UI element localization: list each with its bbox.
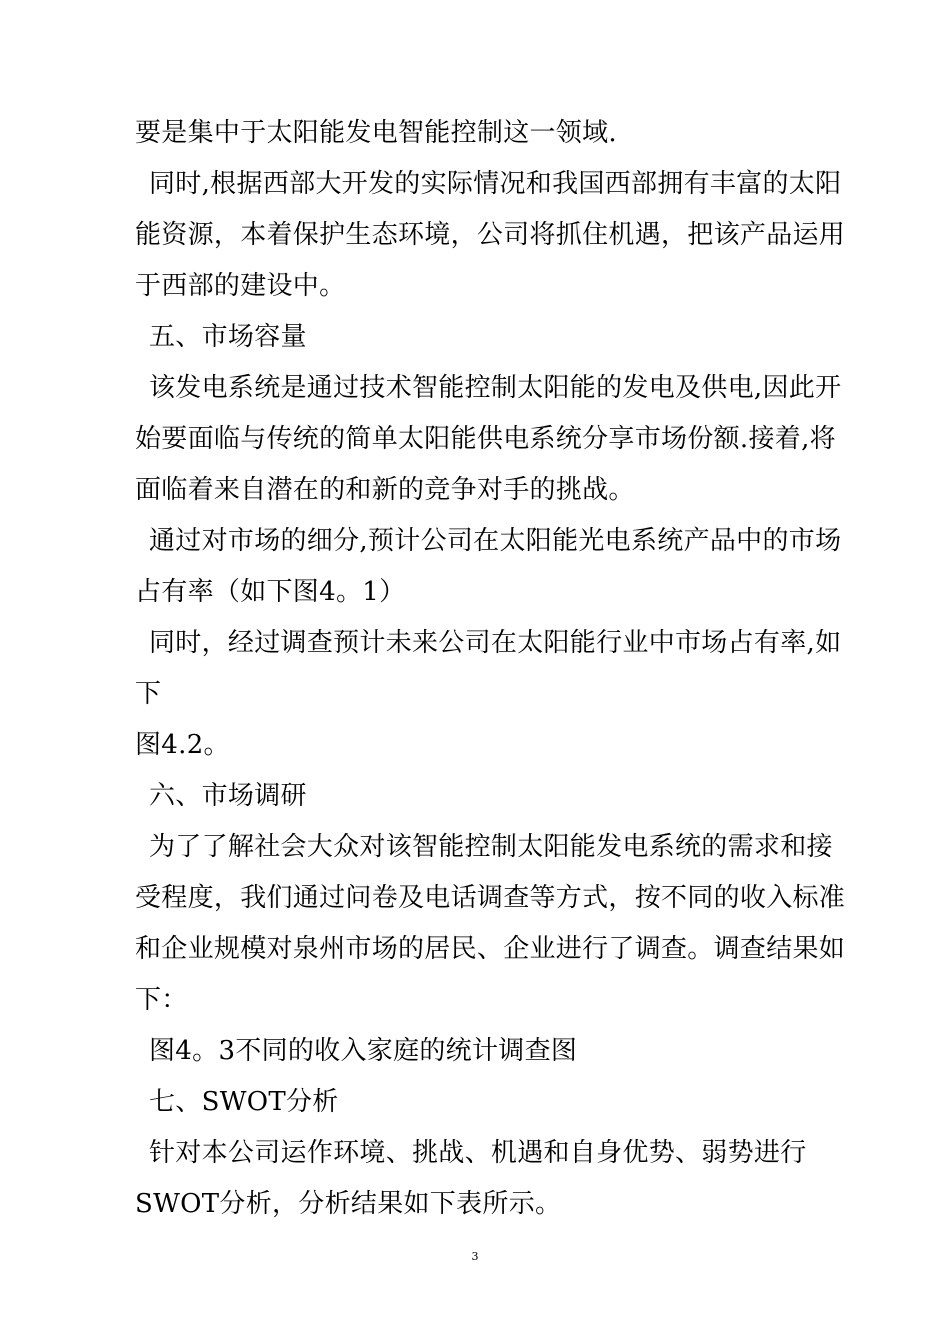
body-line: 通过对市场的细分,预计公司在太阳能光电系统产品中的市场	[149, 526, 842, 556]
body-line: 占有率（如下图4。1）	[135, 577, 406, 607]
body-line: 同时,根据西部大开发的实际情况和我国西部拥有丰富的太阳	[149, 169, 842, 199]
document-body	[135, 108, 846, 1230]
body-line: 下：	[135, 985, 188, 1015]
section-heading-market-capacity: 五、市场容量	[149, 322, 307, 352]
figure-reference: 图4.2。	[135, 730, 230, 760]
figure-caption: 图4。3不同的收入家庭的统计调查图	[149, 1036, 578, 1066]
body-line: 为了了解社会大众对该智能控制太阳能发电系统的需求和接	[149, 832, 833, 862]
body-line: SWOT分析，分析结果如下表所示。	[135, 1189, 562, 1219]
body-line: 面临着来自潜在的和新的竞争对手的挑战。	[135, 475, 635, 505]
body-line: 能资源，本着保护生态环境，公司将抓住机遇，把该产品运用	[135, 220, 846, 250]
body-line: 同时，经过调查预计未来公司在太阳能行业中市场占有率,如	[149, 628, 842, 658]
body-line: 于西部的建设中。	[135, 271, 346, 301]
page-number: 3	[471, 1250, 479, 1263]
body-line: 始要面临与传统的简单太阳能供电系统分享市场份额.接着,将	[135, 424, 836, 454]
section-heading-market-research: 六、市场调研	[149, 781, 307, 811]
section-heading-swot: 七、SWOT分析	[149, 1087, 339, 1117]
body-line: 和企业规模对泉州市场的居民、企业进行了调查。调查结果如	[135, 934, 846, 964]
body-line: 该发电系统是通过技术智能控制太阳能的发电及供电,因此开	[149, 373, 842, 403]
body-line: 针对本公司运作环境、挑战、机遇和自身优势、弱势进行	[149, 1138, 807, 1168]
body-line: 受程度，我们通过问卷及电话调查等方式，按不同的收入标准	[135, 883, 846, 913]
body-line: 下	[135, 679, 162, 709]
body-line: 要是集中于太阳能发电智能控制这一领域.	[135, 118, 617, 148]
